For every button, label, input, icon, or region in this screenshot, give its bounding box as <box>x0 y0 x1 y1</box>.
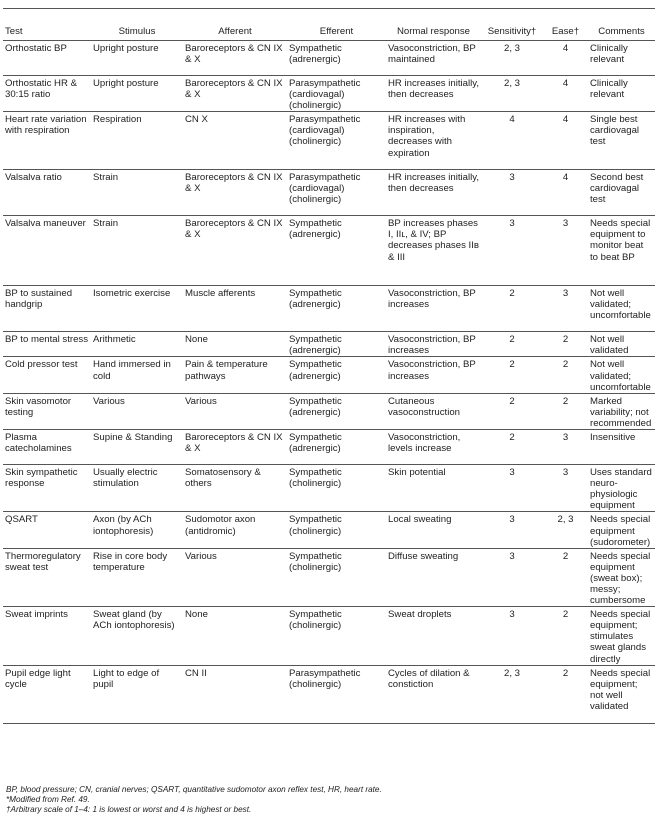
cell-normal-response: HR increases initially, then decreases <box>386 170 481 216</box>
cell-stimulus: Light to edge of pupil <box>91 665 183 723</box>
cell-normal-response: Vasoconstriction, levels increase <box>386 430 481 465</box>
cell-ease: 3 <box>543 286 588 332</box>
cell-afferent: CN X <box>183 112 287 170</box>
header-sensitivity: Sensitivity† <box>481 9 543 41</box>
cell-sensitivity: 3 <box>481 512 543 548</box>
cell-test: Thermoregulatory sweat test <box>3 548 91 606</box>
header-ease: Ease† <box>543 9 588 41</box>
cell-sensitivity: 3 <box>481 216 543 286</box>
cell-test: Plasma catecholamines <box>3 430 91 465</box>
cell-stimulus: Various <box>91 393 183 429</box>
cell-stimulus: Respiration <box>91 112 183 170</box>
cell-sensitivity: 2 <box>481 393 543 429</box>
cell-normal-response: Vasoconstriction, BP maintained <box>386 41 481 76</box>
cell-sensitivity: 2 <box>481 430 543 465</box>
cell-comments: Not well validated <box>588 332 655 357</box>
table-row <box>3 512 655 548</box>
cell-test: Valsalva maneuver <box>3 216 91 286</box>
cell-sensitivity: 2 <box>481 286 543 332</box>
cell-normal-response: Skin potential <box>386 465 481 512</box>
table-row <box>3 357 655 393</box>
cell-test: Orthostatic HR & 30:15 ratio <box>3 76 91 112</box>
cell-comments: Not well validated; uncomfortable <box>588 357 655 393</box>
autonomic-tests-table <box>3 8 655 724</box>
cell-efferent: Sympathetic (cholinergic) <box>287 512 386 548</box>
cell-ease: 4 <box>543 112 588 170</box>
cell-comments: Insensitive <box>588 430 655 465</box>
cell-stimulus: Upright posture <box>91 76 183 112</box>
header-stimulus: Stimulus <box>91 9 183 41</box>
header-efferent: Efferent <box>287 9 386 41</box>
header-test: Test <box>3 9 91 41</box>
cell-sensitivity: 2, 3 <box>481 41 543 76</box>
cell-ease: 3 <box>543 430 588 465</box>
cell-ease: 4 <box>543 41 588 76</box>
cell-stimulus: Usually electric stimulation <box>91 465 183 512</box>
cell-normal-response: Cutaneous vasoconstruction <box>386 393 481 429</box>
cell-afferent: Sudomotor axon (antidromic) <box>183 512 287 548</box>
table-row <box>3 607 655 665</box>
cell-afferent: Muscle afferents <box>183 286 287 332</box>
cell-comments: Needs special equipment to monitor beat to beat BP <box>588 216 655 286</box>
footnotes <box>6 785 646 815</box>
cell-efferent: Sympathetic (adrenergic) <box>287 216 386 286</box>
cell-efferent: Sympathetic (cholinergic) <box>287 465 386 512</box>
cell-ease: 2 <box>543 548 588 606</box>
cell-afferent: Baroreceptors & CN IX & X <box>183 170 287 216</box>
cell-stimulus: Upright posture <box>91 41 183 76</box>
cell-ease: 2, 3 <box>543 512 588 548</box>
table-row <box>3 170 655 216</box>
table-row <box>3 393 655 429</box>
header-comments: Comments <box>588 9 655 41</box>
footnote-abbreviations: BP, blood pressure; CN, cranial nerves; QSART, quantitative sudomotor axon reflex test, HR, heart rate. <box>6 785 382 794</box>
cell-stimulus: Hand immersed in cold <box>91 357 183 393</box>
cell-afferent: Baroreceptors & CN IX & X <box>183 41 287 76</box>
cell-afferent: None <box>183 332 287 357</box>
cell-ease: 2 <box>543 332 588 357</box>
cell-comments: Second best cardiovagal test <box>588 170 655 216</box>
table-row <box>3 332 655 357</box>
cell-ease: 2 <box>543 393 588 429</box>
cell-efferent: Sympathetic (adrenergic) <box>287 357 386 393</box>
cell-afferent: Various <box>183 548 287 606</box>
cell-test: Orthostatic BP <box>3 41 91 76</box>
table-row <box>3 41 655 76</box>
cell-test: Sweat imprints <box>3 607 91 665</box>
cell-afferent: Somatosensory & others <box>183 465 287 512</box>
table-row <box>3 430 655 465</box>
cell-comments: Needs special equipment (sudorometer) <box>588 512 655 548</box>
cell-normal-response: Vasoconstriction, BP increases <box>386 332 481 357</box>
cell-sensitivity: 2, 3 <box>481 76 543 112</box>
cell-test: Skin sympathetic response <box>3 465 91 512</box>
cell-normal-response: Local sweating <box>386 512 481 548</box>
header-row <box>3 9 655 41</box>
cell-test: Cold pressor test <box>3 357 91 393</box>
cell-afferent: CN II <box>183 665 287 723</box>
cell-stimulus: Supine & Standing <box>91 430 183 465</box>
cell-comments: Not well validated; uncomfortable <box>588 286 655 332</box>
cell-stimulus: Strain <box>91 216 183 286</box>
cell-sensitivity: 3 <box>481 607 543 665</box>
cell-ease: 2 <box>543 665 588 723</box>
cell-afferent: Baroreceptors & CN IX & X <box>183 76 287 112</box>
cell-stimulus: Arithmetic <box>91 332 183 357</box>
cell-sensitivity: 2, 3 <box>481 665 543 723</box>
cell-sensitivity: 2 <box>481 357 543 393</box>
cell-stimulus: Isometric exercise <box>91 286 183 332</box>
cell-normal-response: Diffuse sweating <box>386 548 481 606</box>
cell-efferent: Sympathetic (cholinergic) <box>287 607 386 665</box>
cell-test: QSART <box>3 512 91 548</box>
cell-efferent: Parasympathetic (cholinergic) <box>287 665 386 723</box>
table-row <box>3 112 655 170</box>
cell-efferent: Sympathetic (adrenergic) <box>287 393 386 429</box>
cell-normal-response: Sweat droplets <box>386 607 481 665</box>
footnote-source: *Modified from Ref. 49. <box>6 795 90 804</box>
table-row <box>3 216 655 286</box>
cell-normal-response: BP increases phases I, IIʟ, & IV; BP decreases phases IIʙ & III <box>386 216 481 286</box>
table-body <box>3 41 655 724</box>
cell-comments: Uses standard neuro-physiologic equipment <box>588 465 655 512</box>
cell-efferent: Parasympathetic (cardiovagal) (cholinergic) <box>287 112 386 170</box>
table-row <box>3 465 655 512</box>
cell-test: Skin vasomotor testing <box>3 393 91 429</box>
cell-sensitivity: 4 <box>481 112 543 170</box>
cell-efferent: Parasympathetic (cardiovagal) (cholinergic) <box>287 76 386 112</box>
cell-ease: 2 <box>543 357 588 393</box>
cell-efferent: Sympathetic (adrenergic) <box>287 430 386 465</box>
cell-normal-response: Cycles of dilation & constiction <box>386 665 481 723</box>
cell-ease: 2 <box>543 607 588 665</box>
cell-ease: 3 <box>543 465 588 512</box>
cell-normal-response: HR increases with inspiration, decreases with expiration <box>386 112 481 170</box>
table-row <box>3 286 655 332</box>
cell-comments: Needs special equipment; stimulates sweat glands directly <box>588 607 655 665</box>
cell-test: Heart rate variation with respiration <box>3 112 91 170</box>
cell-comments: Needs special equipment; not well validated <box>588 665 655 723</box>
header-normal-response: Normal response <box>386 9 481 41</box>
cell-test: Valsalva ratio <box>3 170 91 216</box>
cell-efferent: Sympathetic (adrenergic) <box>287 332 386 357</box>
cell-efferent: Sympathetic (adrenergic) <box>287 286 386 332</box>
cell-sensitivity: 3 <box>481 465 543 512</box>
cell-stimulus: Strain <box>91 170 183 216</box>
cell-test: BP to sustained handgrip <box>3 286 91 332</box>
cell-efferent: Sympathetic (cholinergic) <box>287 548 386 606</box>
cell-afferent: Baroreceptors & CN IX & X <box>183 216 287 286</box>
cell-sensitivity: 2 <box>481 332 543 357</box>
cell-normal-response: Vasoconstriction, BP increases <box>386 286 481 332</box>
cell-normal-response: Vasoconstriction, BP increases <box>386 357 481 393</box>
table-row <box>3 76 655 112</box>
cell-afferent: Pain & temperature pathways <box>183 357 287 393</box>
cell-efferent: Sympathetic (adrenergic) <box>287 41 386 76</box>
cell-test: BP to mental stress <box>3 332 91 357</box>
cell-stimulus: Rise in core body temperature <box>91 548 183 606</box>
cell-afferent: Various <box>183 393 287 429</box>
cell-comments: Marked variability; not recommended <box>588 393 655 429</box>
cell-ease: 3 <box>543 216 588 286</box>
cell-stimulus: Sweat gland (by ACh iontophoresis) <box>91 607 183 665</box>
cell-normal-response: HR increases initially, then decreases <box>386 76 481 112</box>
cell-afferent: Baroreceptors & CN IX & X <box>183 430 287 465</box>
cell-ease: 4 <box>543 170 588 216</box>
cell-efferent: Parasympathetic (cardiovagal) (cholinergic) <box>287 170 386 216</box>
cell-stimulus: Axon (by ACh iontophoresis) <box>91 512 183 548</box>
table-row <box>3 665 655 723</box>
cell-comments: Single best cardiovagal test <box>588 112 655 170</box>
table-row <box>3 548 655 606</box>
cell-comments: Clinically relevant <box>588 76 655 112</box>
cell-sensitivity: 3 <box>481 548 543 606</box>
cell-test: Pupil edge light cycle <box>3 665 91 723</box>
header-afferent: Afferent <box>183 9 287 41</box>
cell-comments: Clinically relevant <box>588 41 655 76</box>
cell-ease: 4 <box>543 76 588 112</box>
cell-comments: Needs special equipment (sweat box); messy; cumbersome <box>588 548 655 606</box>
footnote-scale: †Arbitrary scale of 1–4: 1 is lowest or worst and 4 is highest or best. <box>6 805 252 814</box>
cell-sensitivity: 3 <box>481 170 543 216</box>
cell-afferent: None <box>183 607 287 665</box>
